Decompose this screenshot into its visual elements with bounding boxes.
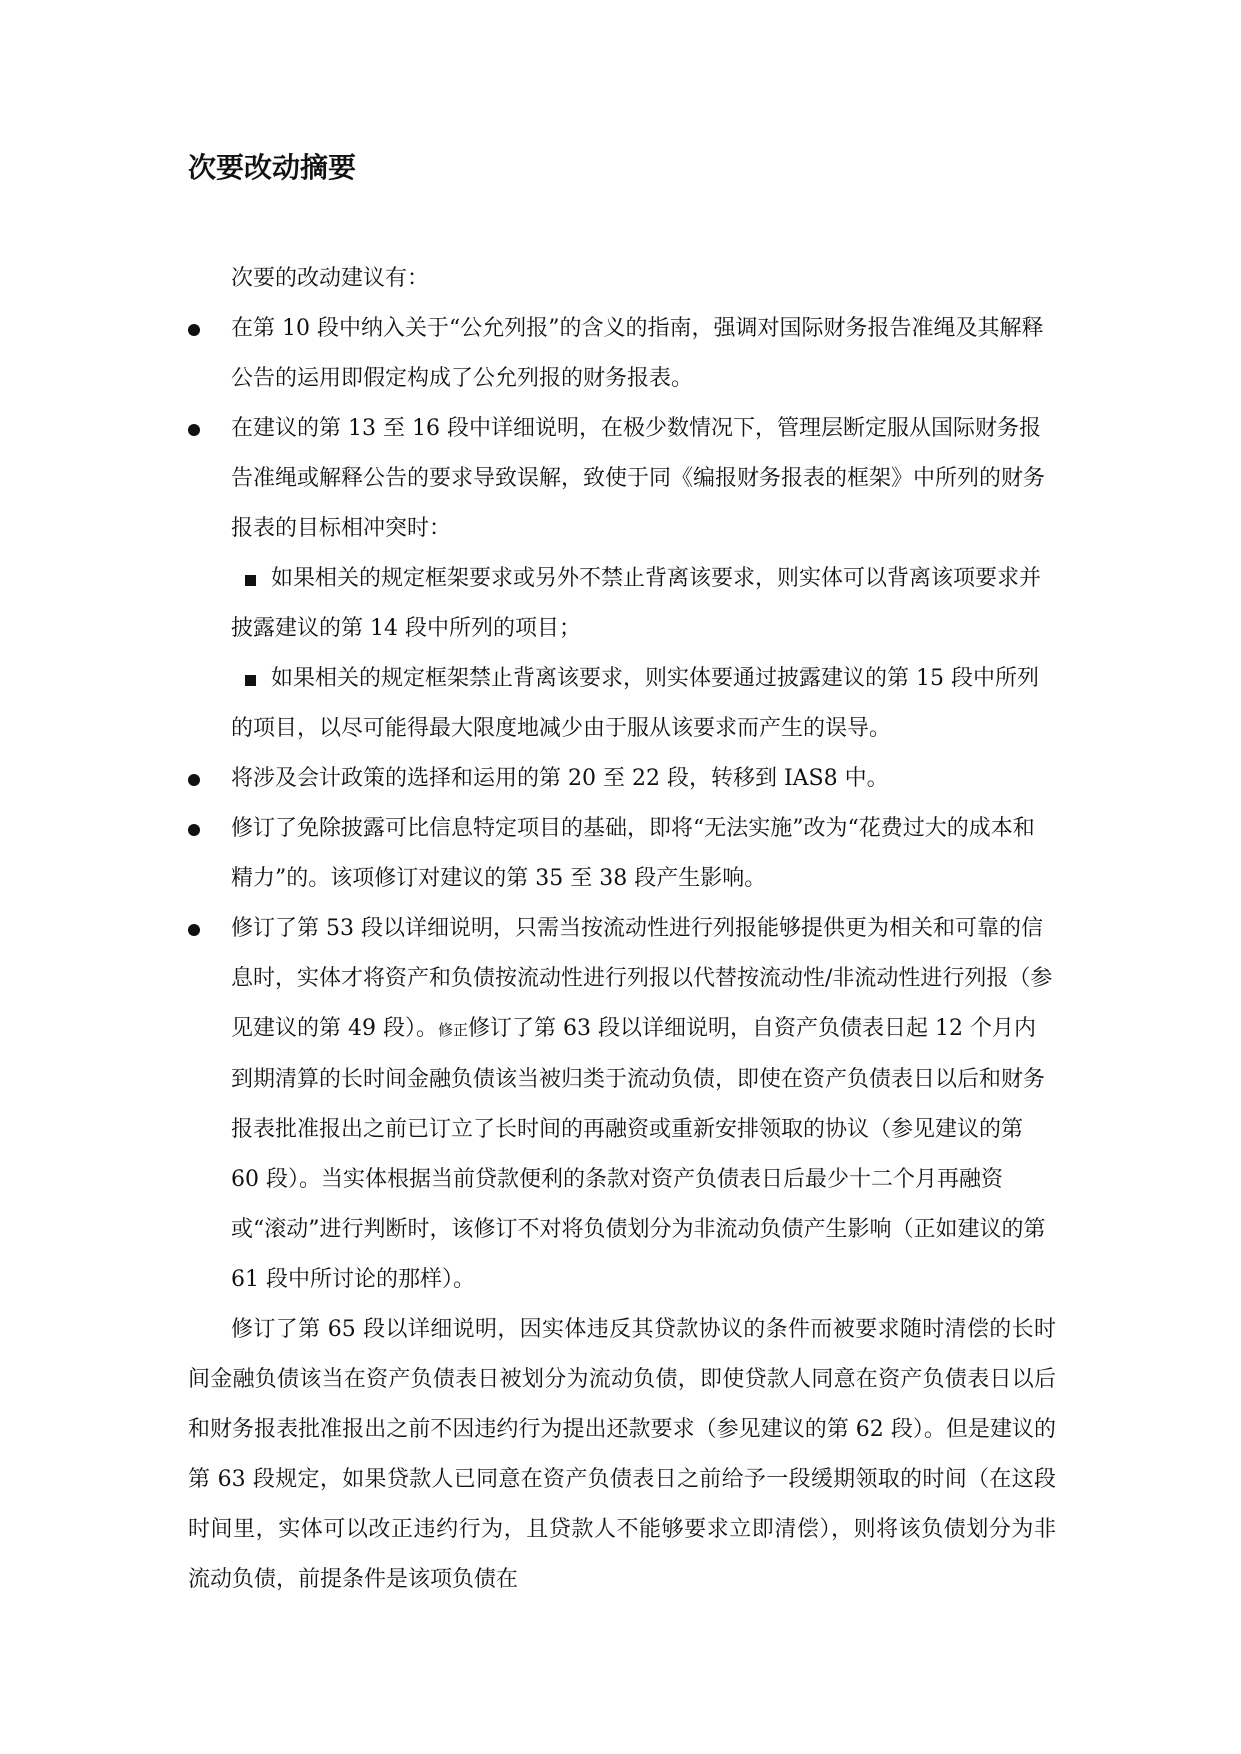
document-body bbox=[188, 254, 1056, 1605]
bullet-dot-icon bbox=[188, 924, 200, 936]
bullet-item-2 bbox=[188, 404, 1056, 554]
bullet-text-2: 在建议的第 13 至 16 段中详细说明，在极少数情况下，管理层断定服从国际财务报告准绳或解释公告的要求导致误解，致使于同《编报财务报表的框架》中所列的财务报表的目标相冲突时： bbox=[231, 416, 1046, 541]
subbullet-item-2 bbox=[188, 654, 1056, 754]
subbullet-text-1: 如果相关的规定框架要求或另外不禁止背离该要求，则实体可以背离该项要求并披露建议的第 14 段中所列的项目； bbox=[231, 566, 1042, 641]
subbullet-item-1 bbox=[188, 554, 1056, 654]
bullet-text-5-part2: 修订了第 63 段以详细说明，自资产负债表日起 12 个月内到期清算的长时间金融负债该当被归类于流动负债，即使在资产负债表日以后和财务报表批准报出之前已订立了长时间的再融资或重新安排领取的协议（参见建议的第 60 段）。当实体根据当前贷款便利的条款对资产负债表日后最少十二个月再融资或“滚动”进行判断时，该修订不对将负债划分为非流动负债产生影响（正如建议的第 61 段中所讨论的那样）。 bbox=[231, 1016, 1046, 1292]
square-bullet-icon bbox=[245, 675, 256, 686]
bullet-text-5-part1: 修订了第 53 段以详细说明，只需当按流动性进行列报能够提供更为相关和可靠的信息时，实体才将资产和负债按流动性进行列报以代替按流动性/非流动性进行列报（参见建议的第 49 段）。 bbox=[231, 916, 1053, 1041]
bullet-text-4: 修订了免除披露可比信息特定项目的基础，即将“无法实施”改为“花费过大的成本和精力”的。该项修订对建议的第 35 至 38 段产生影响。 bbox=[231, 816, 1035, 891]
bullet-text-3: 将涉及会计政策的选择和运用的第 20 至 22 段，转移到 IAS8 中。 bbox=[231, 766, 889, 791]
bullet-item-1 bbox=[188, 304, 1056, 404]
bullet-dot-icon bbox=[188, 324, 200, 336]
bullet-dot-icon bbox=[188, 774, 200, 786]
bullet-dot-icon bbox=[188, 824, 200, 836]
intro-paragraph: 次要的改动建议有： bbox=[231, 266, 430, 291]
bullet-item-4 bbox=[188, 804, 1056, 904]
bullet-item-5 bbox=[188, 904, 1056, 1305]
revision-note: 修正 bbox=[437, 1021, 468, 1039]
bullet-text-1: 在第 10 段中纳入关于“公允列报”的含义的指南，强调对国际财务报告准绳及其解释公告的运用即假定构成了公允列报的财务报表。 bbox=[231, 316, 1044, 391]
bullet-item-3 bbox=[188, 754, 1056, 804]
closing-paragraph: 修订了第 65 段以详细说明，因实体违反其贷款协议的条件而被要求随时清偿的长时间金融负债该当在资产负债表日被划分为流动负债，即使贷款人同意在资产负债表日以后和财务报表批准报出之前不因违约行为提出还款要求（参见建议的第 62 段）。但是建议的第 63 段规定，如果贷款人已同意在资产负债表日之前给予一段缓期领取的时间（在这段时间里，实体可以改正违约行为，且贷款人不能够要求立即清偿），则将该负债划分为非流动负债，前提条件是该项负债在 bbox=[188, 1317, 1056, 1592]
bullet-dot-icon bbox=[188, 424, 200, 436]
square-bullet-icon bbox=[245, 575, 256, 586]
subbullet-text-2: 如果相关的规定框架禁止背离该要求，则实体要通过披露建议的第 15 段中所列的项目，以尽可能得最大限度地减少由于服从该要求而产生的误导。 bbox=[231, 666, 1039, 741]
page-title: 次要改动摘要 bbox=[188, 151, 357, 184]
